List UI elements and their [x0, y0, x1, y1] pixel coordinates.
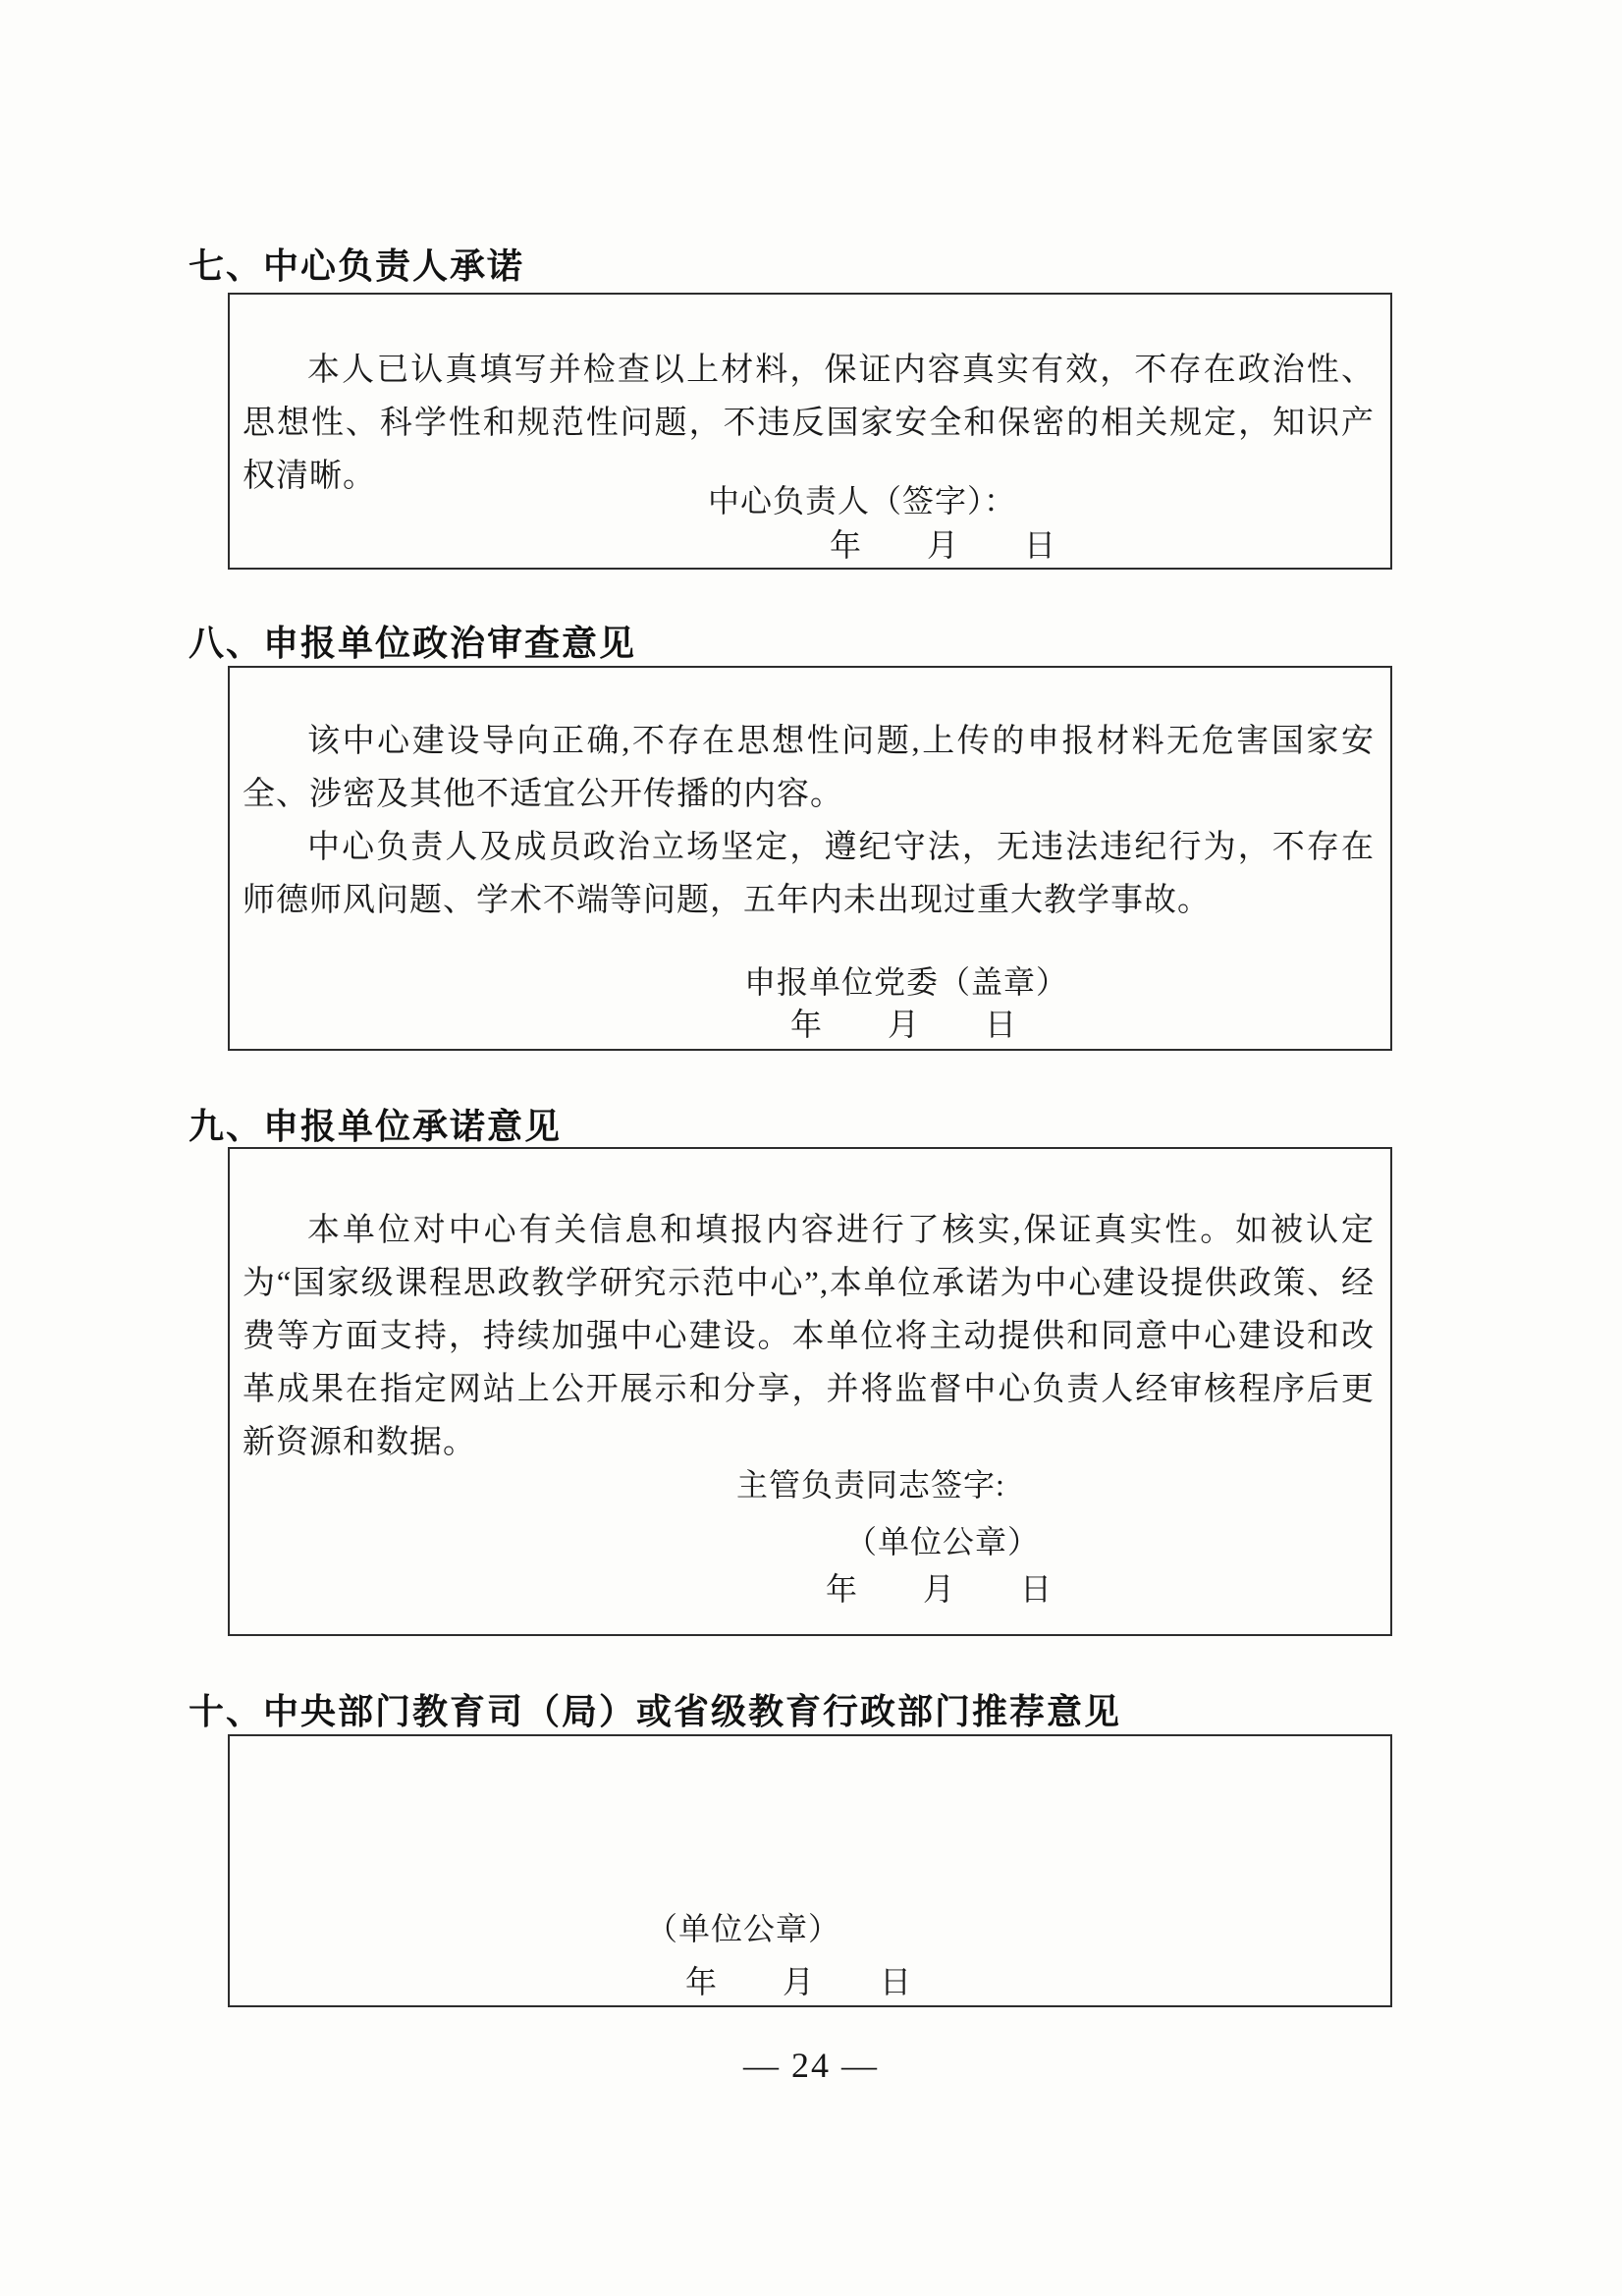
section-10-seal-label: （单位公章）	[646, 1911, 841, 1946]
section-8-seal-label: 申报单位党委（盖章）	[744, 964, 1069, 1000]
section-8-paragraph-1: 该中心建设导向正确,不存在思想性问题,上传的申报材料无危害国家安全、涉密及其他不适宜公开传播的内容。	[243, 724, 1375, 812]
section-8-date-line: 年 月 日	[790, 1007, 1018, 1042]
section-8-title: 八、申报单位政治审查意见	[189, 623, 637, 663]
page-number: — 24 —	[743, 2046, 879, 2085]
section-10-recommendation-box	[228, 1734, 1392, 2007]
section-9-title: 九、申报单位承诺意见	[189, 1106, 563, 1146]
section-7-signer-label: 中心负责人（签字）：	[708, 483, 1017, 519]
section-9-signer-label: 主管负责同志签字:	[736, 1467, 1005, 1503]
section-9-seal-label: （单位公章）	[845, 1524, 1041, 1559]
section-9-paragraph: 本单位对中心有关信息和填报内容进行了核实,保证真实性。如被认定为“国家级课程思政教学研究示范中心”,本单位承诺为中心建设提供政策、经费等方面支持，持续加强中心建设。本单位将主动提供和同意中心建设和改革成果在指定网站上公开展示和分享，并将监督中心负责人经审核程序后更新资源和数据。	[243, 1213, 1375, 1460]
section-8-review-box	[228, 666, 1392, 1051]
section-7-date-line: 年 月 日	[830, 527, 1057, 563]
section-7-commitment-box	[228, 293, 1392, 570]
section-7-title: 七、中心负责人承诺	[189, 246, 525, 286]
section-9-commitment-box	[228, 1147, 1392, 1636]
section-10-date-line: 年 月 日	[685, 1964, 913, 1999]
section-9-date-line: 年 月 日	[826, 1571, 1054, 1607]
section-8-paragraph-2: 中心负责人及成员政治立场坚定，遵纪守法，无违法违纪行为，不存在师德师风问题、学术不端等问题，五年内未出现过重大教学事故。	[243, 830, 1375, 918]
section-10-title: 十、中央部门教育司（局）或省级教育行政部门推荐意见	[189, 1691, 1122, 1731]
section-7-paragraph: 本人已认真填写并检查以上材料，保证内容真实有效，不存在政治性、思想性、科学性和规范性问题，不违反国家安全和保密的相关规定，知识产权清晰。	[243, 353, 1375, 494]
